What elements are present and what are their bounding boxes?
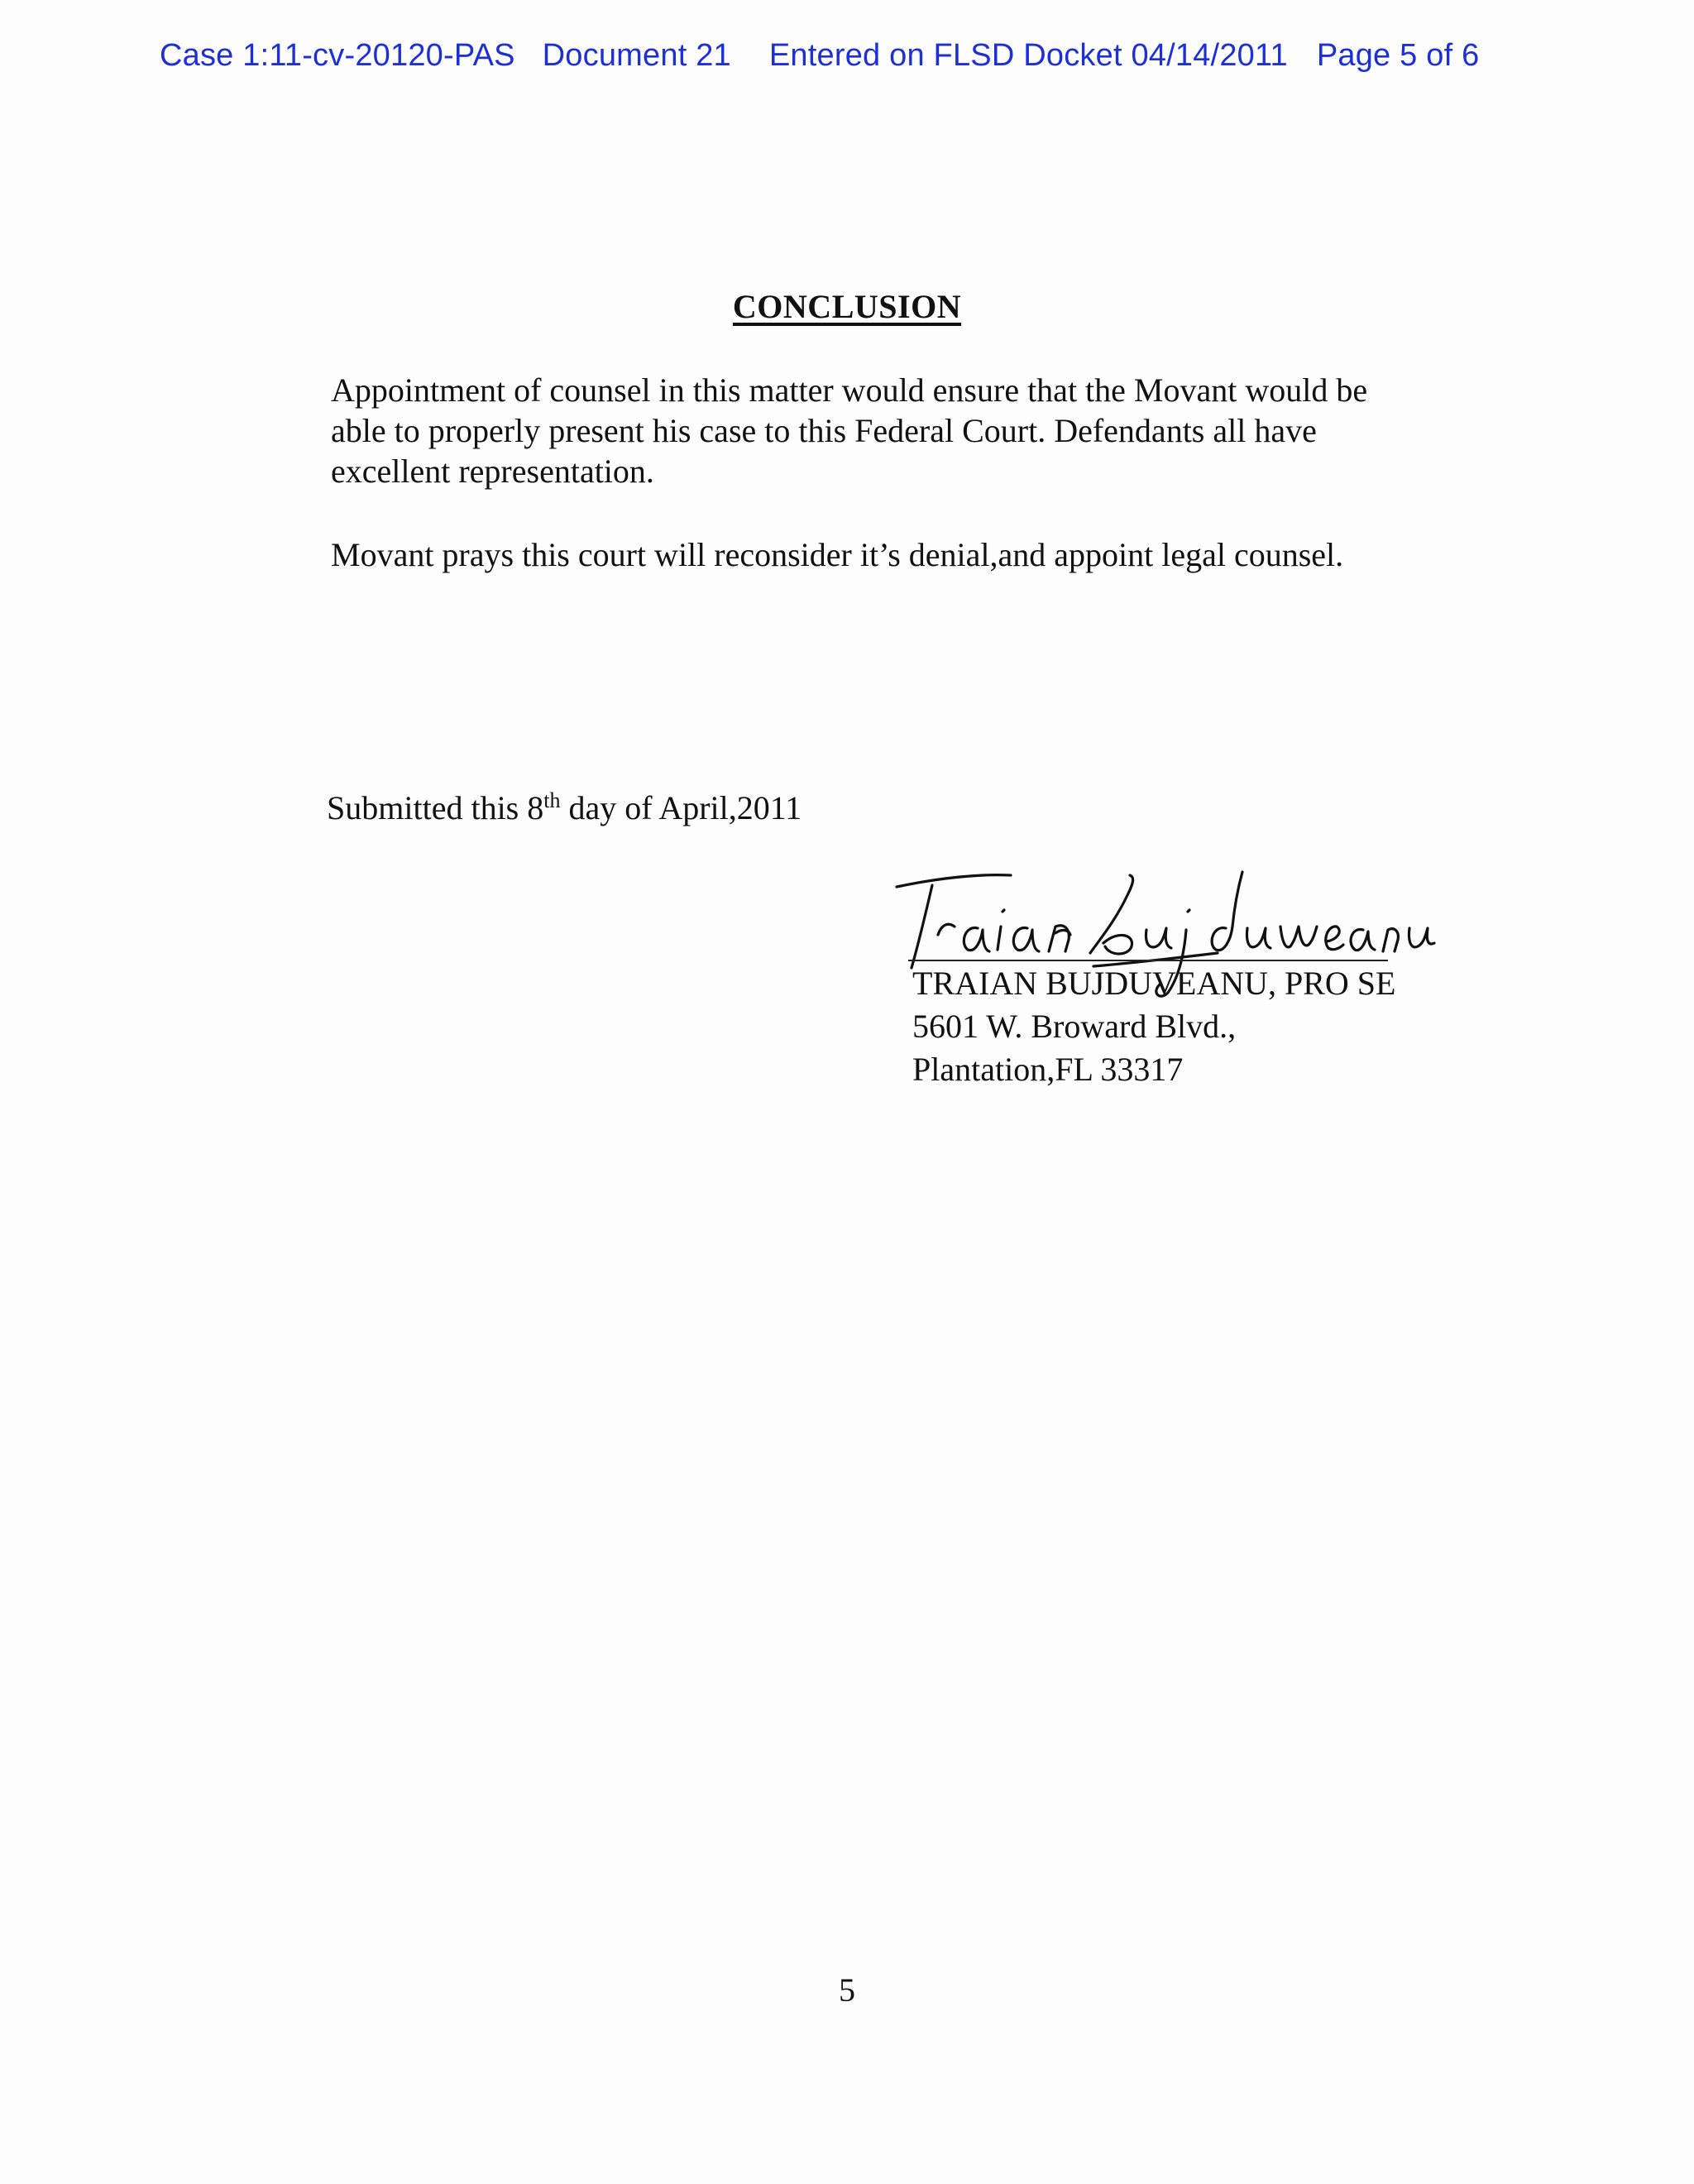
paragraph-prayer: Movant prays this court will reconsider it’s denial,and appoint legal counsel. <box>331 536 1344 573</box>
address-line-1: 5601 W. Broward Blvd., <box>912 1008 1237 1045</box>
case-number: Case 1:11-cv-20120-PAS <box>160 38 515 73</box>
page-number: 5 <box>839 1971 855 2009</box>
submitted-line <box>327 788 802 827</box>
section-heading: CONCLUSION <box>732 288 962 325</box>
docket-header <box>160 38 1479 74</box>
submitted-ordinal: th <box>543 788 561 812</box>
page-indicator: Page 5 of 6 <box>1316 38 1480 73</box>
signature-line <box>908 960 1388 961</box>
address-line-2: Plantation,FL 33317 <box>912 1051 1184 1088</box>
document-number: Document 21 <box>542 38 731 73</box>
submitted-date: day of April,2011 <box>560 789 802 826</box>
entered-date: Entered on FLSD Docket 04/14/2011 <box>768 38 1288 73</box>
signature-block <box>912 962 1395 1091</box>
paragraph-appointment: Appointment of counsel in this matter would ensure that the Movant would be able to properly present his case to this Federal Court. Defendants all have excellent representation. <box>331 371 1368 490</box>
signer-name: TRAIAN BUJDUVEANU, PRO SE <box>912 965 1396 1002</box>
submitted-text: Submitted this 8 <box>327 789 544 826</box>
